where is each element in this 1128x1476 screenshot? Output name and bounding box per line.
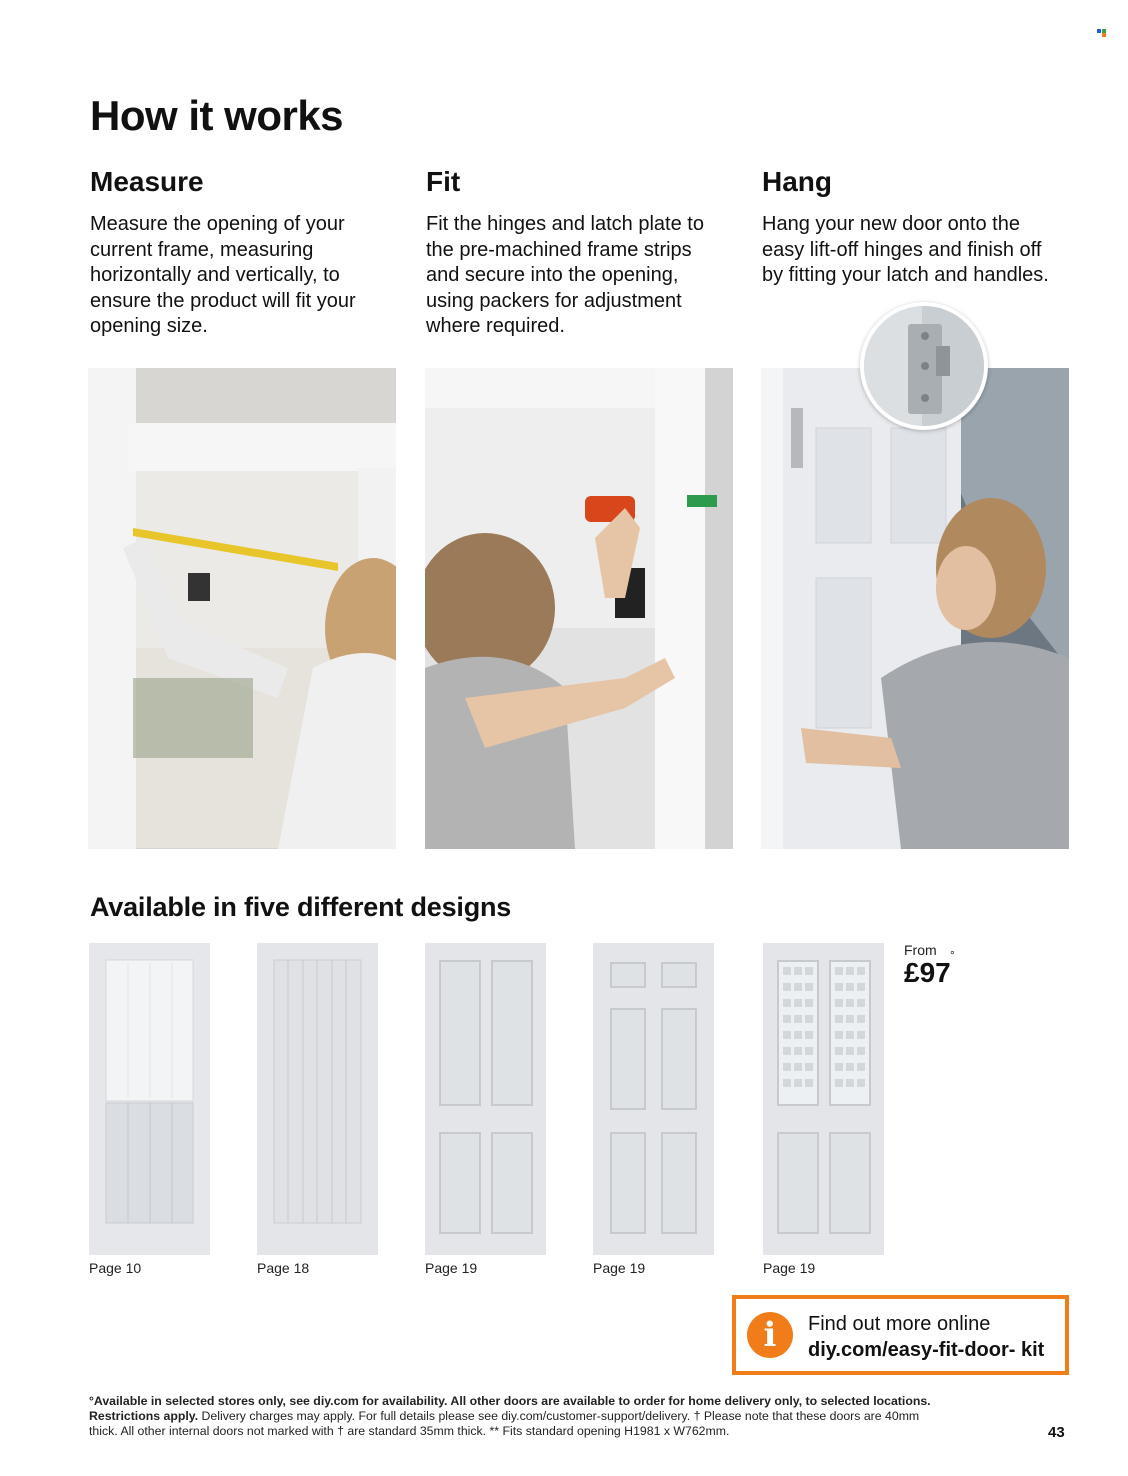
door-glazed-four-panel bbox=[763, 943, 884, 1255]
door-four-panel bbox=[425, 943, 546, 1255]
step-line: Hang your new door onto the bbox=[762, 213, 1020, 235]
online-info-box[interactable] bbox=[732, 1295, 1069, 1375]
door-cottage-glazed bbox=[89, 943, 210, 1255]
step-title: Measure bbox=[90, 166, 204, 197]
door-page-label: Page 19 bbox=[593, 1260, 646, 1276]
step-line: horizontally and vertically, to bbox=[90, 264, 340, 286]
hang-photo bbox=[761, 368, 1069, 849]
info-url-link[interactable]: diy.com/easy-fit-door- kit bbox=[808, 1339, 1045, 1361]
footnote-line: thick. All other internal doors not marked with † are standard 35mm thick. ** Fits standard opening H1981 x W762mm. bbox=[89, 1424, 730, 1438]
page-number: 43 bbox=[1048, 1424, 1065, 1441]
step-line: current frame, measuring bbox=[90, 238, 314, 261]
hinge-closeup bbox=[860, 302, 988, 430]
step-line: and secure into the opening, bbox=[426, 264, 679, 286]
step-hang bbox=[762, 166, 1074, 289]
step-title: Fit bbox=[426, 166, 461, 197]
brand-corner-mark bbox=[1097, 29, 1106, 37]
door-page-label: Page 10 bbox=[89, 1260, 142, 1276]
step-description bbox=[762, 212, 1074, 289]
step-line: easy lift-off hinges and finish off bbox=[762, 238, 1042, 261]
step-fit bbox=[426, 166, 738, 340]
corner-mark-blue bbox=[1097, 29, 1101, 33]
step-line: where required. bbox=[426, 315, 565, 337]
step-line: opening size. bbox=[90, 315, 208, 337]
footnote-line: Delivery charges may apply. For full details please see diy.com/customer-support/delivery. † Please note that these doors are 40mm bbox=[198, 1409, 920, 1423]
step-line: the pre-machined frame strips bbox=[426, 238, 692, 261]
door-cottage-plank bbox=[257, 943, 378, 1255]
step-description bbox=[90, 212, 402, 340]
step-description bbox=[426, 212, 738, 340]
page-title: How it works bbox=[90, 92, 344, 139]
door-page-label: Page 18 bbox=[257, 1260, 310, 1276]
step-line: Fit the hinges and latch plate to bbox=[426, 213, 704, 235]
door-page-label: Page 19 bbox=[763, 1260, 816, 1276]
step-line: ensure the product will fit your bbox=[90, 289, 356, 312]
door-page-label: Page 19 bbox=[425, 1260, 478, 1276]
measure-photo bbox=[88, 368, 396, 849]
step-line: by fitting your latch and handles. bbox=[762, 264, 1049, 286]
price-value: £97 bbox=[904, 957, 951, 988]
fit-photo bbox=[425, 368, 733, 849]
price-from-label: From bbox=[904, 942, 937, 958]
step-line: Measure the opening of your bbox=[90, 213, 345, 235]
footnote bbox=[89, 1394, 949, 1439]
footnote-line: °Available in selected stores only, see diy.com for availability. All other doors are available to order for home delivery only, to selected locations. bbox=[89, 1394, 931, 1408]
step-title: Hang bbox=[762, 166, 832, 197]
step-measure bbox=[90, 166, 402, 340]
info-heading: Find out more online bbox=[808, 1313, 991, 1335]
info-icon: i bbox=[747, 1312, 793, 1358]
footnote-restrictions: Restrictions apply. bbox=[89, 1409, 199, 1423]
price-footnote-mark: ° bbox=[950, 948, 955, 962]
corner-mark-orange bbox=[1102, 33, 1106, 37]
step-line: using packers for adjustment bbox=[426, 289, 682, 312]
door-six-panel bbox=[593, 943, 714, 1255]
designs-title: Available in five different designs bbox=[90, 892, 512, 922]
